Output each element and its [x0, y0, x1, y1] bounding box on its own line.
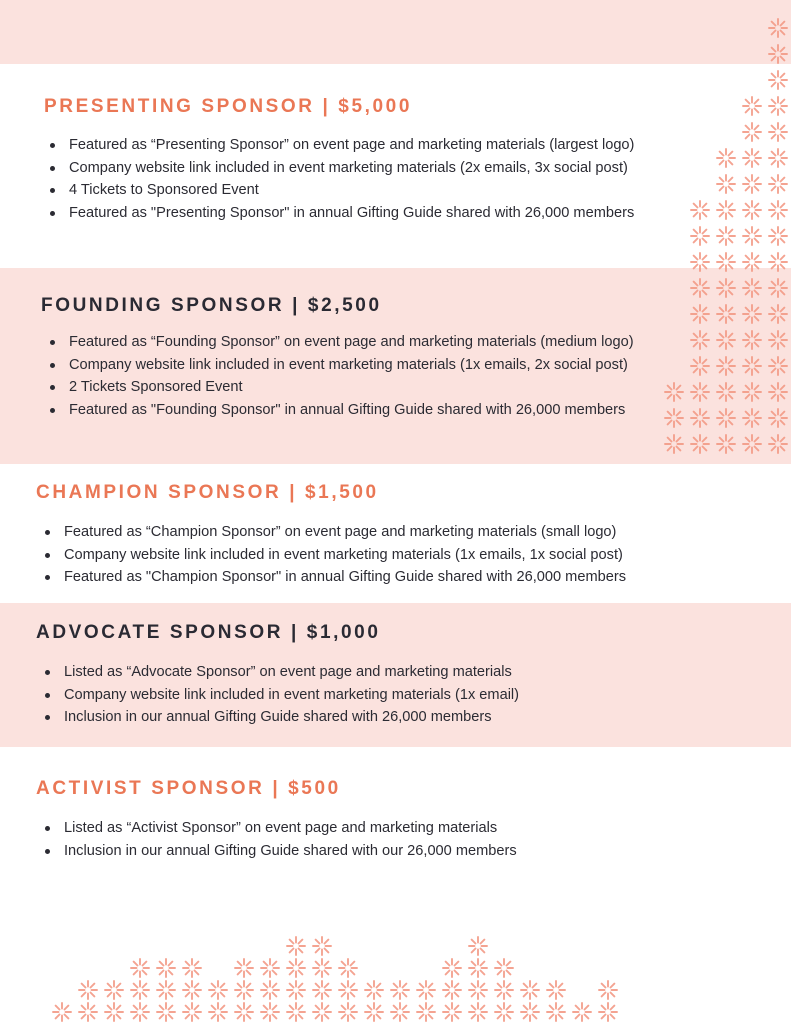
list-item: Featured as "Champion Sponsor" in annual Gifting Guide shared with 26,000 members [42, 566, 791, 589]
list-item: Featured as “Presenting Sponsor” on event page and marketing materials (largest logo) [47, 134, 791, 157]
list-item: 2 Tickets Sponsored Event [47, 376, 791, 399]
list-item: Featured as “Champion Sponsor” on event page and marketing materials (small logo) [42, 521, 791, 544]
presenting-sponsor-title: PRESENTING SPONSOR | $5,000 [44, 96, 413, 117]
founding-sponsor-benefits [47, 331, 791, 421]
list-item: Listed as “Activist Sponsor” on event page and marketing materials [42, 817, 791, 840]
list-item: Featured as "Founding Sponsor" in annual Gifting Guide shared with 26,000 members [47, 399, 791, 422]
activist-sponsor-title: ACTIVIST SPONSOR | $500 [36, 778, 341, 799]
list-item: 4 Tickets to Sponsored Event [47, 179, 791, 202]
activist-sponsor-benefits [42, 817, 791, 862]
list-item: Featured as “Founding Sponsor” on event page and marketing materials (medium logo) [47, 331, 791, 354]
founding-sponsor-section [0, 295, 791, 421]
champion-sponsor-benefits [42, 521, 791, 589]
list-item: Inclusion in our annual Gifting Guide shared with 26,000 members [42, 706, 791, 729]
list-item: Company website link included in event marketing materials (1x emails, 2x social post) [47, 354, 791, 377]
founding-sponsor-title: FOUNDING SPONSOR | $2,500 [41, 295, 382, 316]
champion-sponsor-title: CHAMPION SPONSOR | $1,500 [36, 482, 379, 503]
list-item: Listed as “Advocate Sponsor” on event page and marketing materials [42, 661, 791, 684]
list-item: Company website link included in event marketing materials (1x emails, 1x social post) [42, 544, 791, 567]
advocate-sponsor-section [0, 622, 791, 729]
advocate-sponsor-title: ADVOCATE SPONSOR | $1,000 [36, 622, 381, 643]
champion-sponsor-section [0, 482, 791, 589]
list-item: Company website link included in event marketing materials (1x email) [42, 684, 791, 707]
list-item: Company website link included in event marketing materials (2x emails, 3x social post) [47, 157, 791, 180]
activist-sponsor-section [0, 778, 791, 862]
top-band [0, 0, 791, 64]
presenting-sponsor-section [0, 96, 791, 224]
presenting-sponsor-benefits [47, 134, 791, 224]
list-item: Featured as "Presenting Sponsor" in annual Gifting Guide shared with 26,000 members [47, 202, 791, 225]
advocate-sponsor-benefits [42, 661, 791, 729]
list-item: Inclusion in our annual Gifting Guide shared with our 26,000 members [42, 840, 791, 863]
